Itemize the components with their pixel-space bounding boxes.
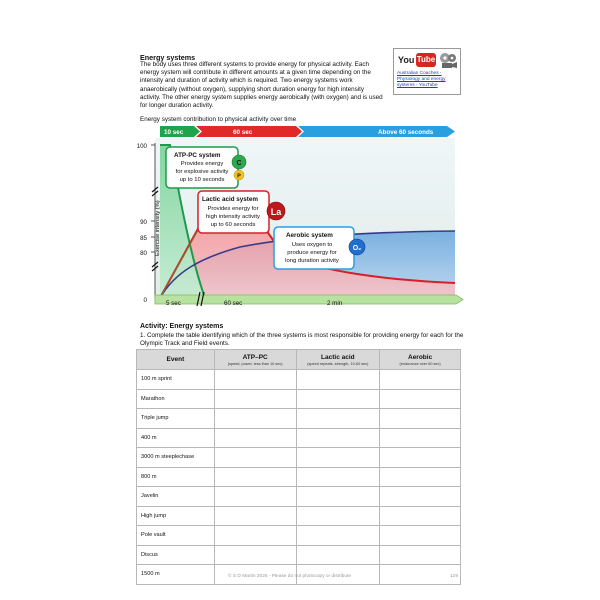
aerobic-cell[interactable] bbox=[380, 428, 461, 448]
event-name: High jump bbox=[137, 506, 215, 526]
footer-copyright: © S D Martin 2026 - Please do not photocopy or distribute bbox=[228, 574, 351, 579]
event-name: 1500 m bbox=[137, 565, 215, 585]
table-row bbox=[137, 428, 461, 448]
callout-aerobic-line-3: long duration activity bbox=[285, 258, 339, 264]
lactic-cell[interactable] bbox=[296, 370, 380, 390]
table-row bbox=[137, 487, 461, 507]
header-lactic bbox=[296, 350, 380, 370]
youtube-video-link[interactable]: Australian Coaches - Physiology and energy systems - YouTube bbox=[397, 71, 446, 88]
header-event: Event bbox=[137, 350, 215, 370]
aerobic-cell[interactable] bbox=[380, 467, 461, 487]
aerobic-cell[interactable] bbox=[380, 506, 461, 526]
event-name: 3000 m steeplechase bbox=[137, 448, 215, 468]
event-name: Triple jump bbox=[137, 409, 215, 429]
y-tick-90: 90 bbox=[140, 219, 147, 226]
atp-pc-cell[interactable] bbox=[214, 428, 296, 448]
lactic-cell[interactable] bbox=[296, 526, 380, 546]
callout-atp-pc-title: ATP-PC system bbox=[174, 152, 221, 159]
event-name: 800 m bbox=[137, 467, 215, 487]
lactic-cell[interactable] bbox=[296, 409, 380, 429]
header-aerobic-label: Aerobic bbox=[408, 353, 433, 361]
aerobic-cell[interactable] bbox=[380, 565, 461, 585]
header-atp-pc-label: ATP–PC bbox=[242, 353, 268, 361]
header-atp-pc-sub: (speed, power, less than 10 sec) bbox=[227, 361, 283, 366]
lactic-cell[interactable] bbox=[296, 545, 380, 565]
section-heading: Energy systems bbox=[140, 53, 196, 62]
lactate-badge-label: La bbox=[270, 207, 282, 217]
callout-lactic-line-2: high intensity activity bbox=[205, 214, 261, 220]
table-row bbox=[137, 389, 461, 409]
table-row bbox=[137, 448, 461, 468]
aerobic-cell[interactable] bbox=[380, 526, 461, 546]
callout-aerobic-line-2: produce energy for bbox=[287, 250, 337, 256]
callout-aerobic bbox=[274, 227, 365, 269]
section-intro: The body uses three different systems to provide energy for physical activity. Each energy system will contribute in different amounts at a given time depending on the intensity and duration of activity which is required. Two energy systems work anaerobically (without oxygen), supplying short duration energy for high intensity activity. The other energy system supplies energy aerobically (with oxygen) and is used for longer duration activity. bbox=[140, 61, 383, 110]
footer-page-number: 129 bbox=[450, 574, 459, 579]
y-tick-0: 0 bbox=[143, 297, 147, 304]
table-row bbox=[137, 370, 461, 390]
header-aerobic-sub: (endurance over 60 sec) bbox=[399, 361, 441, 366]
atp-pc-cell[interactable] bbox=[214, 506, 296, 526]
header-lactic-sub: (speed repeats, strength, 10-60 sec) bbox=[307, 361, 369, 366]
aerobic-cell[interactable] bbox=[380, 370, 461, 390]
x-tick-60sec: 60 sec bbox=[224, 300, 243, 307]
atp-pc-cell[interactable] bbox=[214, 389, 296, 409]
callout-atp-pc-line-2: for explosive activity bbox=[175, 169, 229, 175]
atp-pc-cell[interactable] bbox=[214, 409, 296, 429]
y-axis-label: Exercise intensity (%) bbox=[155, 200, 161, 256]
header-lactic-label: Lactic acid bbox=[321, 353, 355, 361]
event-name: Marathon bbox=[137, 389, 215, 409]
callout-lactic-line-3: up to 60 seconds bbox=[210, 222, 256, 228]
aerobic-cell[interactable] bbox=[380, 487, 461, 507]
atp-pc-cell[interactable] bbox=[214, 467, 296, 487]
callout-lactic-title: Lactic acid system bbox=[202, 196, 259, 203]
atp-pc-cell[interactable] bbox=[214, 448, 296, 468]
callout-aerobic-line-1: Uses oxygen to bbox=[291, 242, 333, 248]
atp-pc-cell[interactable] bbox=[214, 526, 296, 546]
event-name: 100 m sprint bbox=[137, 370, 215, 390]
callout-aerobic-title: Aerobic system bbox=[286, 232, 333, 239]
header-aerobic bbox=[380, 350, 461, 370]
table-row bbox=[137, 409, 461, 429]
table-row bbox=[137, 526, 461, 546]
oxygen-badge-label: O₂ bbox=[352, 245, 362, 252]
lactic-cell[interactable] bbox=[296, 428, 380, 448]
band-label-above-60: Above 60 seconds bbox=[378, 129, 434, 136]
lactic-cell[interactable] bbox=[296, 389, 380, 409]
event-name: 400 m bbox=[137, 428, 215, 448]
table-row bbox=[137, 467, 461, 487]
y-tick-80: 80 bbox=[140, 250, 147, 257]
event-name: Javelin bbox=[137, 487, 215, 507]
aerobic-cell[interactable] bbox=[380, 545, 461, 565]
table-row bbox=[137, 545, 461, 565]
aerobic-cell[interactable] bbox=[380, 389, 461, 409]
x-tick-2min: 2 min bbox=[327, 300, 343, 307]
atp-pc-cell[interactable] bbox=[214, 545, 296, 565]
energy-systems-table bbox=[136, 349, 461, 585]
activity-title: Activity: Energy systems bbox=[140, 323, 224, 330]
lactic-cell[interactable] bbox=[296, 506, 380, 526]
atp-pc-cell[interactable] bbox=[214, 370, 296, 390]
x-tick-5sec: 5 sec bbox=[166, 300, 181, 307]
activity-instructions: 1. Complete the table identifying which of the three systems is most responsible for providing energy for each for the Olympic Track and Field events. bbox=[140, 332, 464, 347]
event-name: Discus bbox=[137, 545, 215, 565]
lactic-cell[interactable] bbox=[296, 467, 380, 487]
y-tick-100: 100 bbox=[136, 143, 147, 150]
aerobic-cell[interactable] bbox=[380, 448, 461, 468]
table-row bbox=[137, 506, 461, 526]
y-tick-85: 85 bbox=[140, 235, 147, 242]
band-label-60sec: 60 sec bbox=[233, 129, 253, 136]
lactic-cell[interactable] bbox=[296, 487, 380, 507]
band-label-10sec: 10 sec bbox=[164, 129, 184, 136]
youtube-logo-tube: Tube bbox=[416, 53, 436, 67]
lactic-cell[interactable] bbox=[296, 448, 380, 468]
callout-atp-pc-line-1: Provides energy bbox=[180, 161, 224, 167]
atp-pc-cell[interactable] bbox=[214, 487, 296, 507]
youtube-logo-you: You bbox=[398, 55, 415, 65]
event-name: Pole vault bbox=[137, 526, 215, 546]
callout-atp-pc bbox=[166, 147, 246, 188]
phosphate-badge-label: P bbox=[237, 173, 241, 180]
callout-lactic-line-1: Provides energy for bbox=[207, 206, 259, 212]
chart-caption: Energy system contribution to physical activity over time bbox=[140, 116, 297, 123]
creatine-badge-label: C bbox=[236, 160, 242, 167]
callout-atp-pc-line-3: up to 10 seconds bbox=[179, 177, 225, 183]
table-header-row bbox=[137, 350, 461, 370]
aerobic-cell[interactable] bbox=[380, 409, 461, 429]
header-atp-pc bbox=[214, 350, 296, 370]
